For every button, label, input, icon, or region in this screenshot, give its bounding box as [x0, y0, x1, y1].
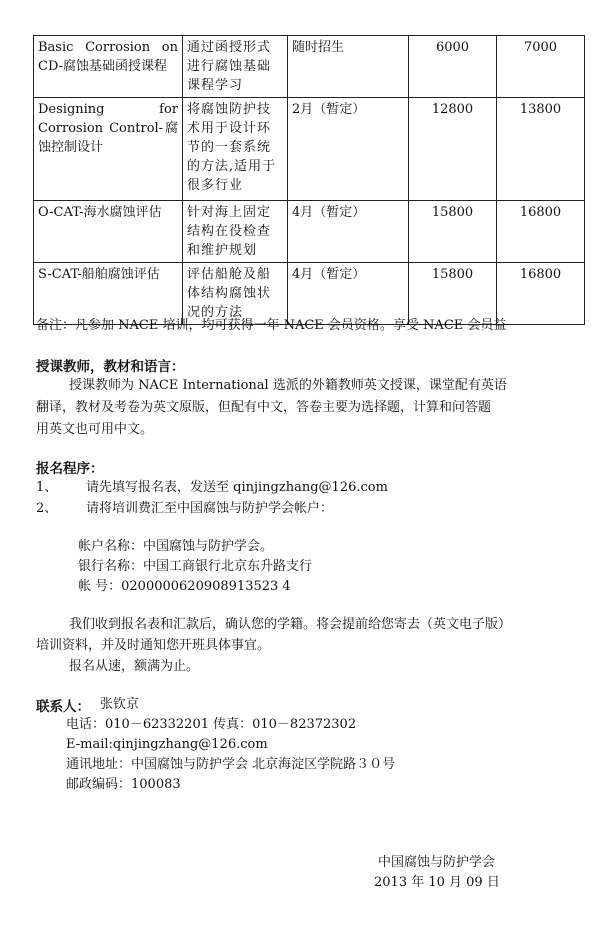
course-price-nonmember: 13800 — [497, 98, 585, 201]
registration-heading: 报名程序： — [36, 461, 104, 477]
course-description: 通过函授形式进行腐蚀基础课程学习 — [183, 36, 288, 98]
course-price-nonmember: 16800 — [497, 263, 585, 325]
table-row — [34, 201, 585, 263]
contact-address: 通讯地址：中国腐蚀与防护学会 北京海淀区学院路３０号 — [66, 757, 396, 772]
course-price-member: 15800 — [409, 263, 497, 325]
table-row — [34, 36, 585, 98]
signature-date: 2013 年 10 月 09 日 — [374, 875, 500, 890]
contact-email: E-mail:qinjingzhang@126.com — [66, 737, 268, 752]
step-number: 1、 — [36, 480, 58, 495]
course-name: O-CAT-海水腐蚀评估 — [34, 201, 183, 263]
course-price-nonmember: 7000 — [497, 36, 585, 98]
contact-person: 张钦京 — [100, 697, 140, 712]
course-price-member: 12800 — [409, 98, 497, 201]
course-price-member: 6000 — [409, 36, 497, 98]
course-description: 针对海上固定结构在役检查和维护规划 — [183, 201, 288, 263]
teachers-line: 翻译，教材及考卷为英文原版，但配有中文，答卷主要为选择题，计算和问答题 — [36, 400, 492, 415]
course-name: S-CAT-船舶腐蚀评估 — [34, 263, 183, 325]
course-name: Basic Corrosion on CD-腐蚀基础函授课程 — [34, 36, 183, 98]
course-time: 4月（暂定） — [288, 263, 409, 325]
contact-postcode: 邮政编码：100083 — [66, 777, 181, 792]
course-name: Designing for Corrosion Control-腐蚀控制设计 — [34, 98, 183, 201]
account-name: 帐户名称：中国腐蚀与防护学会。 — [78, 539, 274, 554]
step-text: 请先填写报名表，发送至 qinjingzhang@126.com — [86, 480, 388, 495]
course-price-nonmember: 16800 — [497, 201, 585, 263]
contact-heading: 联系人： — [36, 699, 90, 715]
step-number: 2、 — [36, 501, 58, 516]
account-number: 帐 号：0200000620908913523 4 — [78, 579, 291, 594]
teachers-line: 用英文也可用中文。 — [36, 422, 154, 437]
course-table — [33, 35, 585, 325]
teachers-line: 授课教师为 NACE International 选派的外籍教师英文授课，课堂配有英语 — [69, 378, 507, 393]
confirmation-text: 培训资料，并及时通知您开班具体事宜。 — [36, 638, 271, 653]
confirmation-text: 我们收到报名表和汇款后，确认您的学籍。将会提前给您寄去（英文电子版） — [69, 617, 512, 632]
step-text: 请将培训费汇至中国腐蚀与防护学会帐户： — [86, 501, 334, 516]
course-time: 随时招生 — [288, 36, 409, 98]
course-description: 评估船舱及船体结构腐蚀状况的方法 — [183, 263, 288, 325]
course-time: 4月（暂定） — [288, 201, 409, 263]
contact-phone: 电话：010－62332201 传真：010－82372302 — [66, 717, 357, 732]
signature-org: 中国腐蚀与防护学会 — [378, 855, 496, 870]
register-soon-text: 报名从速，额满为止。 — [69, 659, 200, 674]
membership-note: 备注：凡参加 NACE 培训，均可获得一年 NACE 会员资格。享受 NACE 会员益 — [36, 318, 507, 333]
teachers-heading: 授课教师，教材和语言： — [36, 359, 185, 375]
course-time: 2月（暂定） — [288, 98, 409, 201]
course-description: 将腐蚀防护技术用于设计环节的一套系统的方法,适用于很多行业 — [183, 98, 288, 201]
course-price-member: 15800 — [409, 201, 497, 263]
table-row — [34, 98, 585, 201]
bank-name: 银行名称：中国工商银行北京东升路支行 — [78, 559, 313, 574]
